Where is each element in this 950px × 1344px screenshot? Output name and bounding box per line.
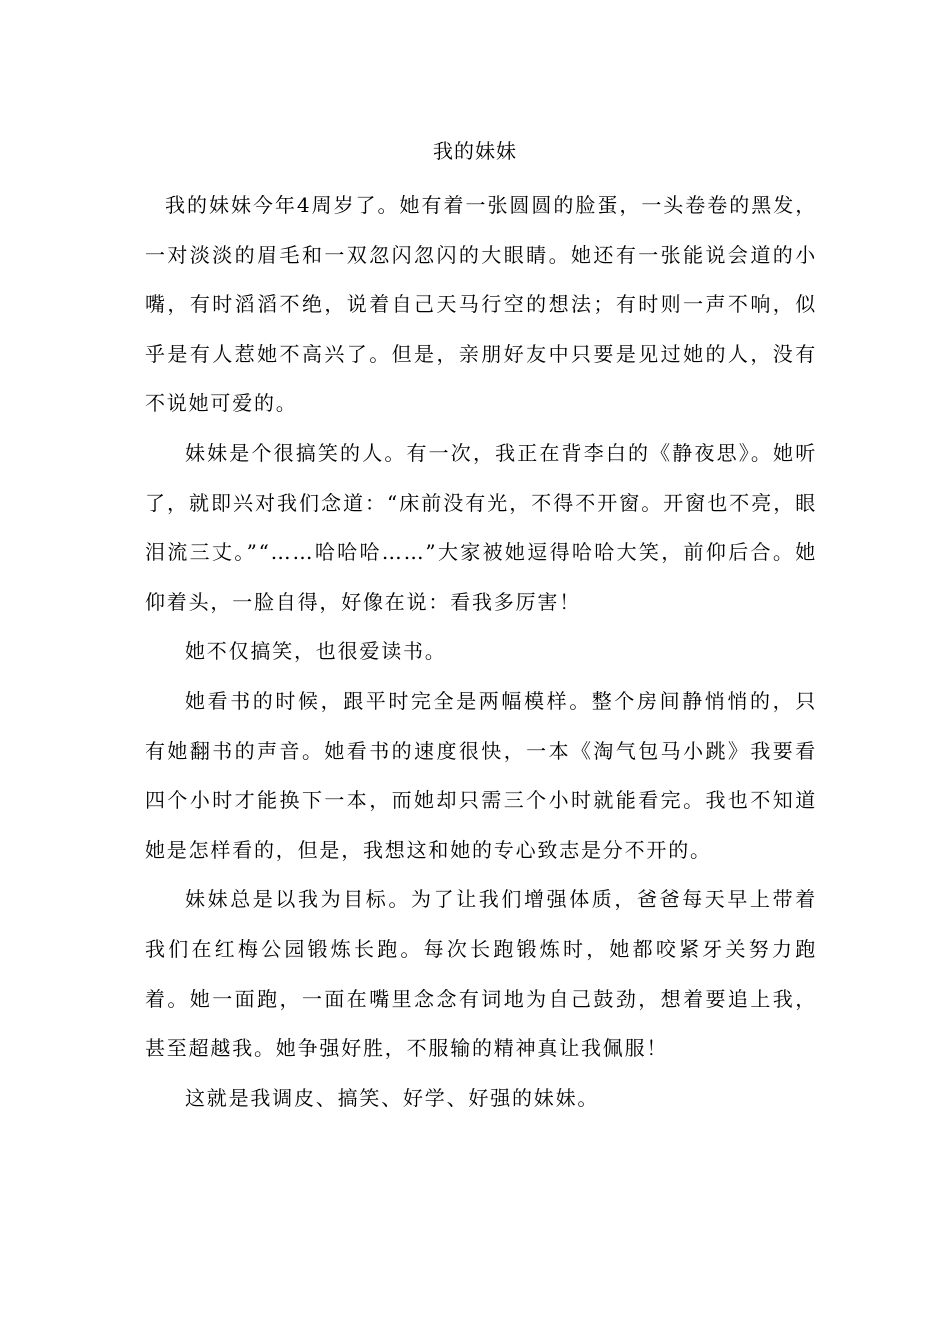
paragraph-funny: 妹妹是个很搞笑的人。有一次，我正在背李白的《静夜思》。她听了，就即兴对我们念道：“床前没有光，不得不开窗。开窗也不亮，眼泪流三丈。”“……哈哈哈……”大家被她逗得哈哈大笑，前仰后合。她仰着头，一脸自得，好像在说：看我多厉害！: [145, 440, 817, 614]
document-title: 我的妹妹: [433, 139, 517, 163]
paragraph-reading: 她看书的时候，跟平时完全是两幅模样。整个房间静悄悄的，只有她翻书的声音。她看书的速度很快，一本《淘气包马小跳》我要看四个小时才能换下一本，而她却只需三个小时就能看完。我也不知道她是怎样看的，但是，我想这和她的专心致志是分不开的。: [145, 688, 817, 862]
paragraph-conclusion: 这就是我调皮、搞笑、好学、好强的妹妹。: [185, 1085, 600, 1110]
document-body: [145, 181, 817, 1123]
paragraph-intro: 我的妹妹今年4周岁了。她有着一张圆圆的脸蛋，一头卷卷的黑发，一对淡淡的眉毛和一双忽闪忽闪的大眼睛。她还有一张能说会道的小嘴，有时滔滔不绝，说着自己天马行空的想法；有时则一声不响，似乎是有人惹她不高兴了。但是，亲朋好友中只要是见过她的人，没有不说她可爱的。: [145, 193, 817, 416]
paragraph-running: 妹妹总是以我为目标。为了让我们增强体质，爸爸每天早上带着我们在红梅公园锻炼长跑。每次长跑锻炼时，她都咬紧牙关努力跑着。她一面跑，一面在嘴里念念有词地为自己鼓劲，想着要追上我，甚至超越我。她争强好胜，不服输的精神真让我佩服！: [145, 887, 817, 1061]
paragraph-transition: 她不仅搞笑，也很爱读书。: [185, 639, 447, 664]
